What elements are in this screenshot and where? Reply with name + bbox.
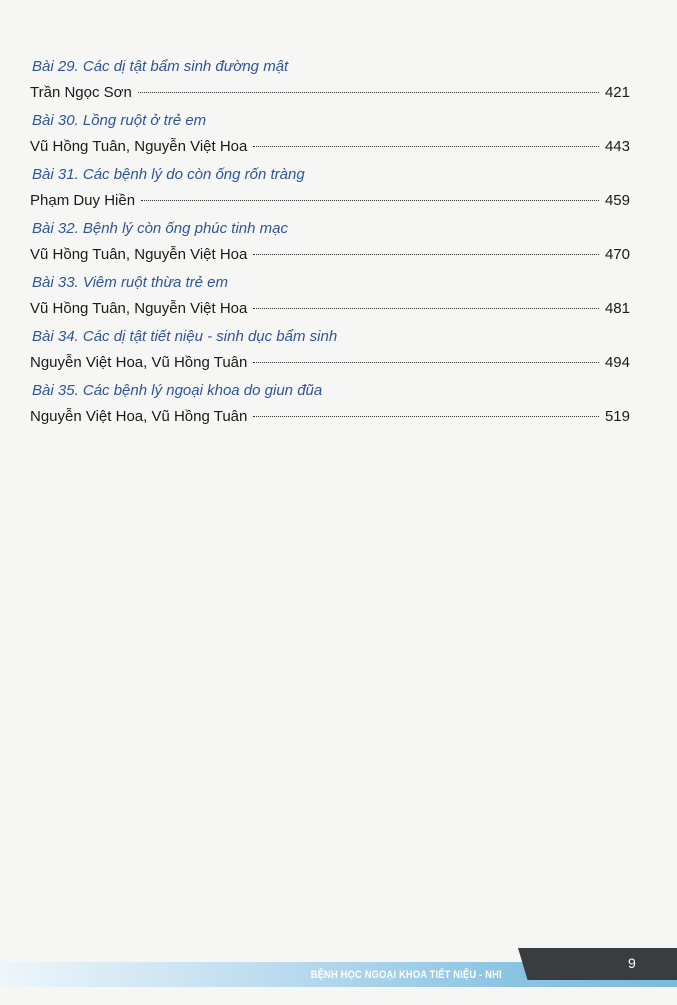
- author-line: [30, 83, 630, 103]
- dot-leader: [141, 200, 599, 201]
- toc-entry: [30, 111, 630, 165]
- page-number: 494: [604, 354, 630, 371]
- toc-entry: [30, 327, 630, 381]
- author-line: [30, 245, 630, 265]
- chapter-title: Bài 35. Các bệnh lý ngoại khoa do giun đũa: [32, 382, 323, 399]
- table-of-contents: [30, 57, 630, 435]
- footer-book-title: BỆNH HỌC NGOẠI KHOA TIẾT NIỆU - NHI: [310, 969, 502, 981]
- dot-leader: [253, 416, 599, 417]
- page-number: 470: [604, 246, 630, 263]
- dot-leader: [253, 146, 599, 147]
- dot-leader: [138, 92, 599, 93]
- page-number: 459: [604, 192, 630, 209]
- author-line: [30, 353, 630, 373]
- author-names: Vũ Hồng Tuân, Nguyễn Việt Hoa: [30, 138, 248, 155]
- page-number: 443: [604, 138, 630, 155]
- author-names: Vũ Hồng Tuân, Nguyễn Việt Hoa: [30, 300, 248, 317]
- page-number: 421: [604, 84, 630, 101]
- dot-leader: [253, 308, 599, 309]
- page-number: 519: [604, 408, 630, 425]
- chapter-title: Bài 32. Bệnh lý còn ống phúc tinh mạc: [32, 220, 288, 237]
- author-names: Trần Ngọc Sơn: [30, 84, 132, 101]
- author-line: [30, 191, 630, 211]
- dot-leader: [253, 362, 599, 363]
- chapter-title: Bài 34. Các dị tật tiết niệu - sinh dục bẩm sinh: [32, 328, 338, 345]
- author-names: Vũ Hồng Tuân, Nguyễn Việt Hoa: [30, 246, 248, 263]
- page-number: 481: [604, 300, 630, 317]
- footer-page-tab: [518, 948, 677, 980]
- author-names: Nguyễn Việt Hoa, Vũ Hồng Tuân: [30, 354, 248, 371]
- chapter-title: Bài 30. Lồng ruột ở trẻ em: [32, 112, 207, 129]
- chapter-title: Bài 33. Viêm ruột thừa trẻ em: [32, 274, 228, 291]
- toc-entry: [30, 165, 630, 219]
- chapter-title: Bài 31. Các bệnh lý do còn ống rốn tràng: [32, 166, 305, 183]
- toc-entry: [30, 219, 630, 273]
- footer-page-number: 9: [628, 955, 636, 971]
- author-names: Phạm Duy Hiền: [30, 192, 136, 209]
- author-line: [30, 137, 630, 157]
- author-line: [30, 299, 630, 319]
- author-line: [30, 407, 630, 427]
- toc-entry: [30, 57, 630, 111]
- chapter-title: Bài 29. Các dị tật bẩm sinh đường mật: [32, 58, 289, 75]
- dot-leader: [253, 254, 599, 255]
- author-names: Nguyễn Việt Hoa, Vũ Hồng Tuân: [30, 408, 248, 425]
- toc-entry: [30, 273, 630, 327]
- toc-entry: [30, 381, 630, 435]
